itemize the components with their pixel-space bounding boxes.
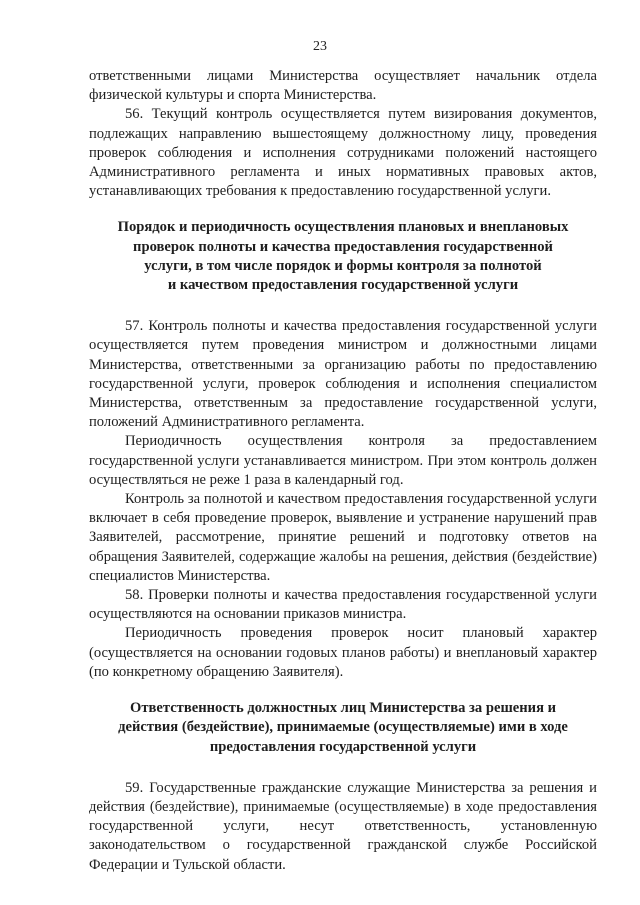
heading-line: и качеством предоставления государственной услуги (167, 277, 519, 294)
paragraph-control-scope: Контроль за полнотой и качеством предоставления государственной услуги включает в себя проведение проверок, выявление и устранение нарушений прав Заявителей, рассмотрение, принятие решений и подготовку ответов на обращения Заявителей, содержащие жалобы на решения, действия (бездействие) специалистов Министерства. (89, 491, 597, 584)
section-heading-responsibility (89, 699, 597, 757)
paragraph-57: 57. Контроль полноты и качества предоставления государственной услуги осуществляется путем проведения министром и должностными лицами Министерства, ответственными за организацию работы по предоставлению государственной услуги, проверок соблюдения и исполнения специалистом Министерства, ответственным за предоставление государственной услуги, положений Административного регламента. (89, 318, 597, 431)
spacer (89, 295, 597, 317)
page-number: 23 (313, 39, 327, 54)
paragraph-periodicity: Периодичность осуществления контроля за предоставлением государственной услуги устанавливается министром. При этом контроль должен осуществляться не реже 1 раза в календарный год. (89, 433, 597, 488)
heading-line: услуги, в том числе порядок и формы контроля за полнотой (144, 257, 542, 274)
spacer (89, 757, 597, 779)
paragraph-inspection-periodicity: Периодичность проведения проверок носит плановый характер (осуществляется на основании годовых планов работы) и внеплановый характер (по конкретному обращению Заявителя). (89, 625, 597, 680)
spacer (89, 201, 597, 218)
paragraph-56: 56. Текущий контроль осуществляется путем визирования документов, подлежащих направлению вышестоящему должностному лицу, проведения проверок соблюдения и исполнения сотрудниками положений настоящего Административного регламента и иных нормативных правовых актов, устанавливающих требования к предоставлению государственной услуги. (89, 106, 597, 200)
heading-line: Ответственность должностных лиц Министерства за решения и (129, 700, 557, 717)
heading-line: предоставления государственной услуги (209, 738, 477, 755)
heading-line: проверок полноты и качества предоставления государственной (133, 238, 553, 255)
heading-line: Порядок и периодичность осуществления плановых и внеплановых (117, 219, 569, 236)
paragraph-58: 58. Проверки полноты и качества предоставления государственной услуги осуществляются на основании приказов министра. (89, 587, 597, 623)
section-heading-control-procedure (89, 218, 597, 295)
paragraph-59: 59. Государственные гражданские служащие Министерства за решения и действия (бездействие), принимаемые (осуществляемые) в ходе предоставления государственной услуги, несут ответственность, установленную законодательством о государственной гражданской службе Российской Федерации и Тульской области. (89, 779, 597, 873)
paragraph-continuation: ответственными лицами Министерства осуществляет начальник отдела физической культуры и спорта Министерства. (89, 68, 597, 104)
heading-line: действия (бездействие), принимаемые (осуществляемые) ими в ходе (118, 719, 568, 736)
document-body (89, 67, 597, 875)
spacer (89, 682, 597, 699)
